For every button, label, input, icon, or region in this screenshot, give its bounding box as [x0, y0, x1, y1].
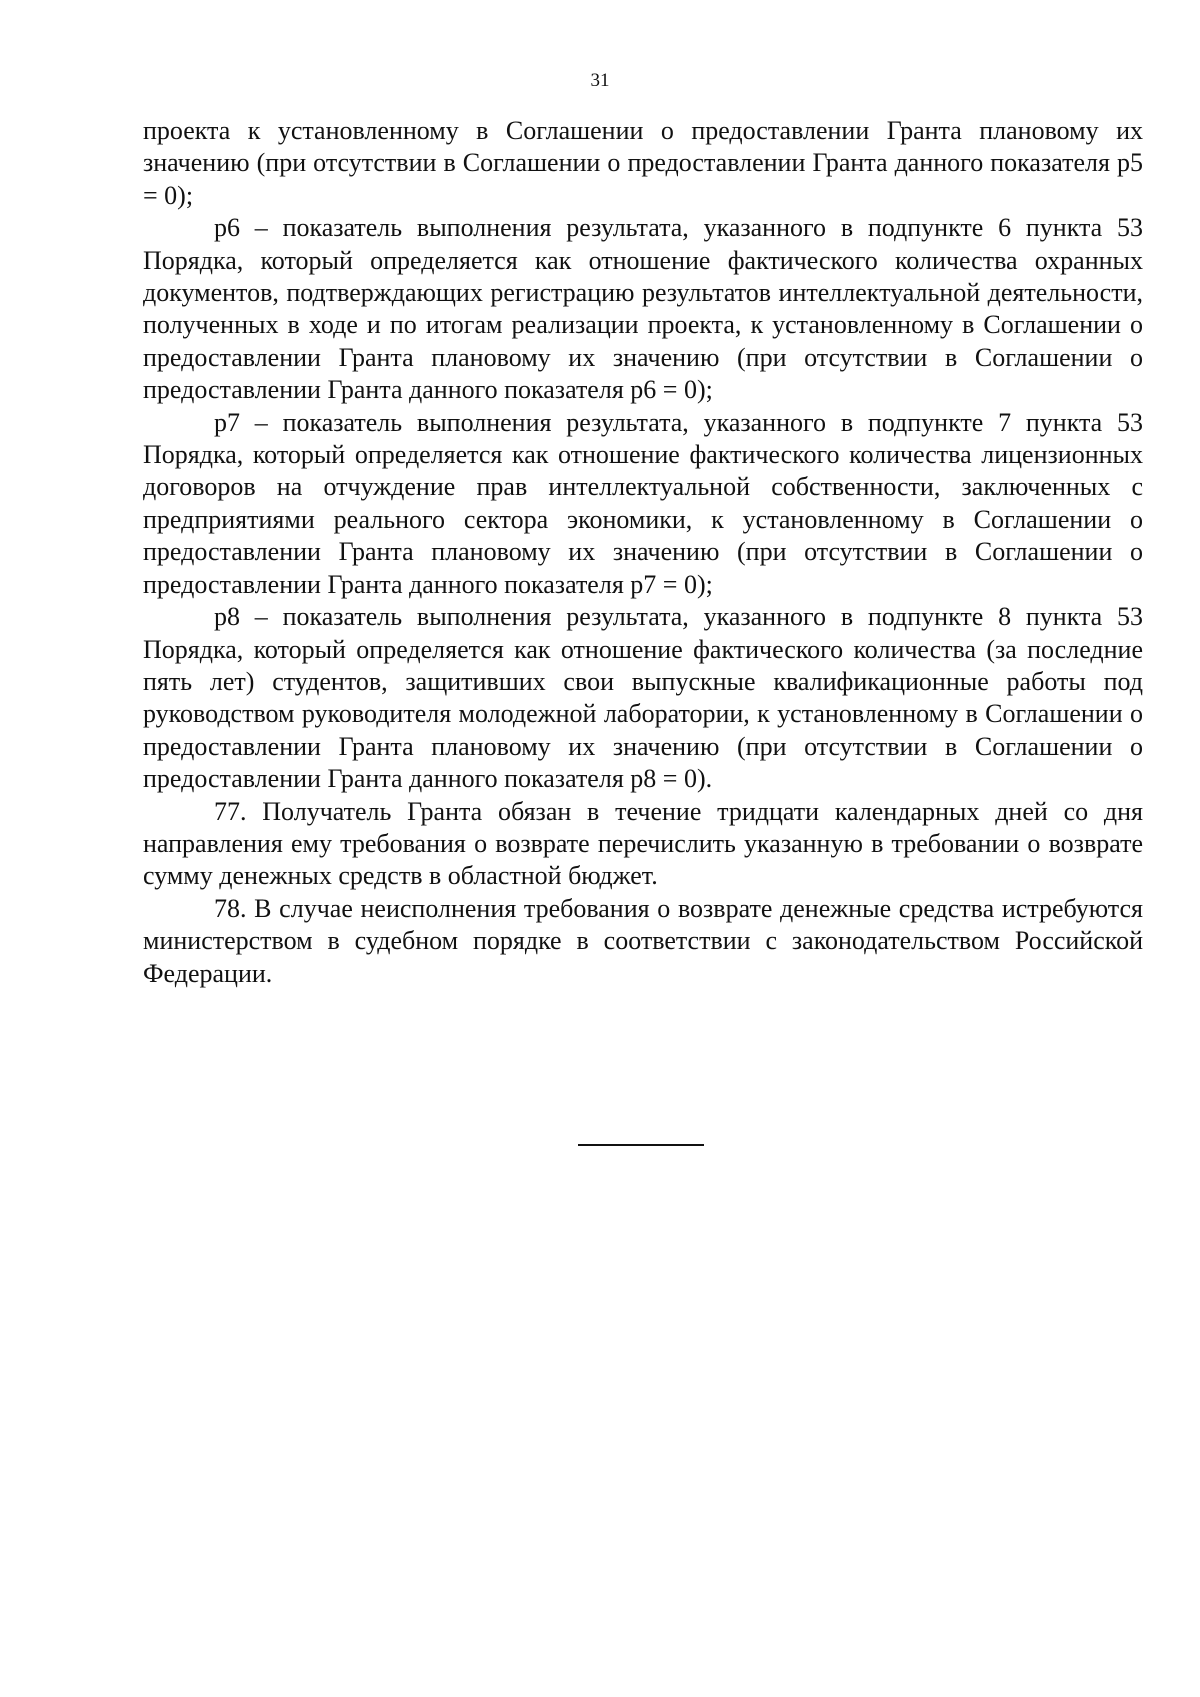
paragraph-p7: p7 – показатель выполнения результата, указанного в подпункте 7 пункта 53 Порядка, который определяется как отношение фактического количества лицензионных договоров на отчуждение прав интеллектуальной собственности, заключенных с предприятиями реального сектора экономики, к установленному в Соглашении о предоставлении Гранта плановому их значению (при отсутствии в Соглашении о предоставлении Гранта данного показателя p7 = 0);: [143, 407, 1143, 599]
end-of-document-rule: [578, 1144, 704, 1146]
paragraph-p5-continuation: проекта к установленному в Соглашении о предоставлении Гранта плановому их значению (при отсутствии в Соглашении о предоставлении Гранта данного показателя p5 = 0);: [143, 116, 1143, 210]
paragraph-p8: p8 – показатель выполнения результата, указанного в подпункте 8 пункта 53 Порядка, который определяется как отношение фактического количества (за последние пять лет) студентов, защитивших свои выпускные квалификационные работы под руководством руководителя молодежной лаборатории, к установленному в Соглашении о предоставлении Гранта плановому их значению (при отсутствии в Соглашении о предоставлении Гранта данного показателя p8 = 0).: [143, 602, 1143, 794]
document-body: [143, 115, 1143, 990]
clause-78: 78. В случае неисполнения требования о возврате денежные средства истребуются министерством в судебном порядке в соответствии с законодательством Российской Федерации.: [143, 893, 1143, 988]
clause-77: 77. Получатель Гранта обязан в течение тридцати календарных дней со дня направления ему требования о возврате перечислить указанную в требовании о возврате сумму денежных средств в областной бюджет.: [143, 796, 1143, 891]
page-number: 31: [590, 70, 610, 91]
paragraph-p6: p6 – показатель выполнения результата, указанного в подпункте 6 пункта 53 Порядка, который определяется как отношение фактического количества охранных документов, подтверждающих регистрацию результатов интеллектуальной деятельности, полученных в ходе и по итогам реализации проекта, к установленному в Соглашении о предоставлении Гранта плановому их значению (при отсутствии в Соглашении о предоставлении Гранта данного показателя p6 = 0);: [143, 213, 1143, 405]
